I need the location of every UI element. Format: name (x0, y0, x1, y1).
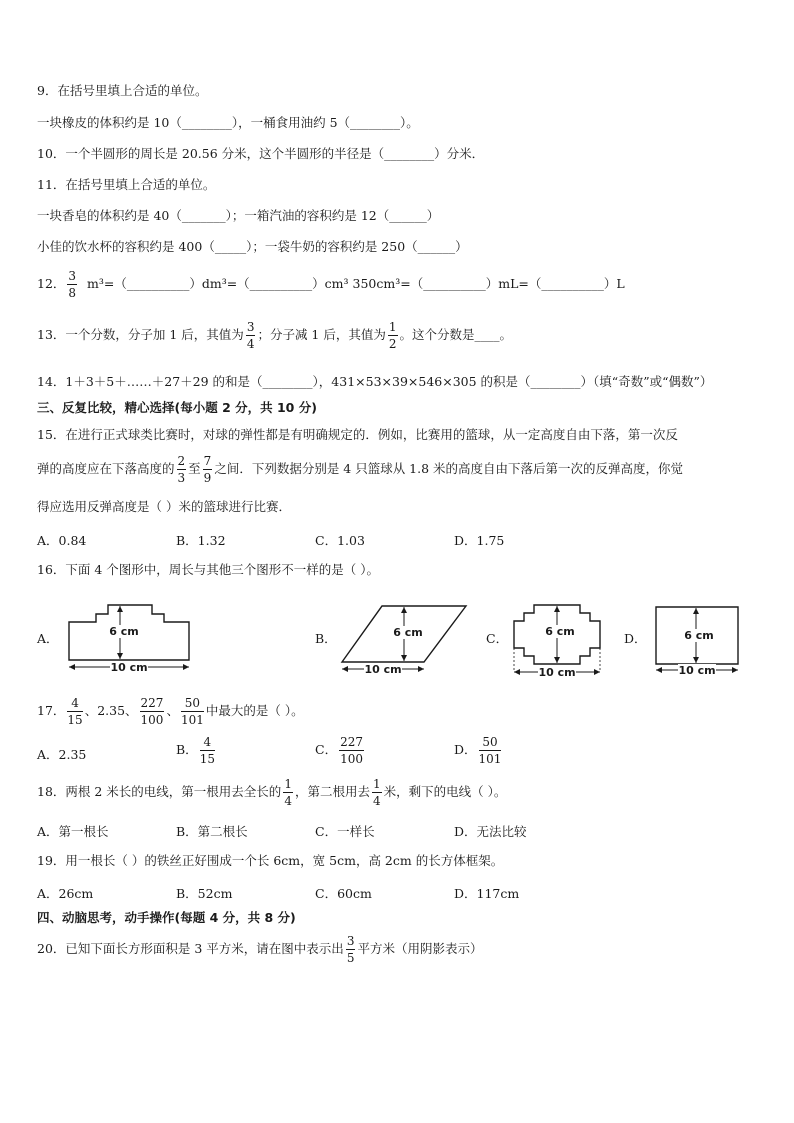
q17-f3-numerator: 50 (181, 697, 204, 712)
q17-option-c[interactable] (315, 733, 366, 767)
q17-fraction-1 (67, 697, 82, 726)
q20-numerator: 3 (346, 934, 355, 948)
q17-f2-numerator: 227 (140, 696, 164, 710)
q12-denominator: 8 (68, 286, 77, 300)
q17-oc-denominator: 100 (340, 752, 363, 766)
q13-fraction-1 (246, 321, 256, 350)
q20-denominator: 5 (346, 951, 355, 965)
q15-text-mid: 至 (188, 461, 201, 476)
q16-title: 16．下面 4 个图形中，周长与其他三个图形不一样的是（ ）。 (37, 562, 380, 577)
q15-line3: 得应选用反弹高度是（ ）米的篮球进行比赛． (37, 499, 291, 514)
q12-fraction (67, 270, 77, 299)
figure-d-width-label: 10 cm (678, 664, 716, 677)
q9-title: 9．在括号里填上合适的单位。 (37, 83, 208, 98)
q17-option-a[interactable]: A．2.35 (37, 747, 87, 762)
q17-option-c-fraction (339, 736, 364, 765)
q12 (37, 269, 625, 299)
figure-b-parallelogram (340, 600, 470, 680)
q13 (37, 318, 512, 352)
q13-text-a: 13．一个分数，分子加 1 后，其值为 (37, 327, 244, 342)
q13-f2-numerator: 1 (388, 320, 397, 334)
q16-label-b[interactable]: B． (315, 631, 337, 646)
q14: 14．1＋3＋5＋……＋27＋29 的和是（________），431×53×39×546×305 的积是（________）（填“奇数”或“偶数”） (37, 374, 713, 389)
q13-f1-numerator: 3 (246, 320, 255, 334)
q18-text-b: ，第二根用去 (294, 784, 370, 799)
q10: 10．一个半圆形的周长是 20.56 分米，这个半圆形的半径是（________）分米． (37, 146, 485, 161)
q13-f1-denominator: 4 (246, 337, 255, 351)
q13-f2-denominator: 2 (388, 337, 397, 351)
q19-option-d[interactable]: D．117cm (454, 886, 520, 901)
q15-f2-denominator: 9 (203, 471, 212, 485)
q15-line2 (37, 452, 683, 486)
q17-f2-denominator: 100 (140, 713, 164, 727)
q11-line1: 一块香皂的体积约是 40（_______）；一箱汽油的容积约是 12（______） (37, 208, 440, 223)
q18-option-c[interactable]: C．一样长 (315, 824, 375, 839)
q17-od-numerator: 50 (479, 736, 502, 751)
q15-fraction-1 (177, 455, 187, 484)
q17-option-b-fraction (200, 736, 215, 765)
q17-f1-denominator: 15 (67, 713, 83, 727)
q18-f2-denominator: 4 (372, 794, 381, 808)
figure-b-height-label: 6 cm (393, 626, 423, 639)
q16-label-a[interactable]: A． (37, 631, 59, 646)
q15-text-a: 弹的高度应在下落高度的 (37, 461, 175, 476)
q20 (37, 932, 482, 966)
q19-title: 19．用一根长（ ）的铁丝正好围成一个长 6cm，宽 5cm，高 2cm 的长方体框架。 (37, 853, 504, 868)
q15-text-b: 之间．下列数据分别是 4 只篮球从 1.8 米的高度自由下落后第一次的反弹高度，你觉 (214, 461, 684, 476)
figure-d-height-label: 6 cm (684, 629, 714, 642)
q18-option-d[interactable]: D．无法比较 (454, 824, 527, 839)
q9-body: 一块橡皮的体积约是 10（________），一桶食用油约 5（________）。 (37, 115, 419, 130)
q18-fraction-2 (372, 778, 382, 807)
q18-fraction-1 (283, 778, 293, 807)
q17-option-b[interactable] (176, 733, 217, 767)
q17 (37, 694, 304, 728)
q20-fraction (346, 935, 356, 964)
q15-option-d[interactable]: D．1.75 (454, 533, 505, 548)
q15-f1-numerator: 2 (177, 454, 186, 468)
q18-option-a[interactable]: A．第一根长 (37, 824, 109, 839)
figure-c-stepped-cross (508, 600, 608, 682)
q17-f3-denominator: 101 (180, 713, 204, 727)
q11-title: 11．在括号里填上合适的单位。 (37, 177, 216, 192)
q17-sep-1: 、2.35、 (84, 703, 138, 718)
q20-text-b: 平方米（用阴影表示） (357, 941, 483, 956)
q15-option-c[interactable]: C．1.03 (315, 533, 365, 548)
q18-f1-numerator: 1 (284, 777, 292, 791)
q17-option-d[interactable] (454, 733, 503, 767)
figure-a-stepped-shape (64, 600, 196, 675)
section-4-heading: 四、动脑思考，动手操作(每题 4 分，共 8 分) (37, 910, 296, 925)
q17-ob-denominator: 15 (199, 752, 215, 766)
q17-f1-numerator: 4 (67, 697, 82, 712)
q20-text-a: 20．已知下面长方形面积是 3 平方米，请在图中表示出 (37, 941, 344, 956)
q18 (37, 775, 506, 809)
q15-f1-denominator: 3 (177, 471, 186, 485)
q17-tail: 中最大的是（ ）。 (205, 703, 304, 718)
figure-a-height-label: 6 cm (109, 625, 139, 638)
q11-line2: 小佳的饮水杯的容积约是 400（_____）；一袋牛奶的容积约是 250（______） (37, 239, 468, 254)
q17-ob-numerator: 4 (200, 736, 215, 751)
figure-d-rectangle (652, 602, 742, 680)
q15-f2-numerator: 7 (203, 454, 212, 468)
q15-option-b[interactable]: B．1.32 (176, 533, 226, 548)
q13-text-b: ；分子减 1 后，其值为 (257, 327, 386, 342)
figure-a-width-label: 10 cm (110, 661, 148, 674)
q17-option-d-fraction (479, 736, 502, 765)
q17-od-denominator: 101 (478, 752, 502, 766)
q18-f2-numerator: 1 (372, 777, 381, 791)
q17-fraction-3 (181, 697, 204, 726)
q15-line1: 15．在进行正式球类比赛时，对球的弹性都是有明确规定的．例如，比赛用的篮球，从一定高度自由下落，第一次反 (37, 427, 678, 442)
figure-c-height-label: 6 cm (545, 625, 575, 638)
q15-fraction-2 (203, 455, 213, 484)
section-3-heading: 三、反复比较，精心选择(每小题 2 分，共 10 分) (37, 400, 317, 415)
figure-b-width-label: 10 cm (364, 663, 402, 676)
q17-option-c-label: C． (315, 742, 338, 757)
figure-c-width-label: 10 cm (538, 666, 576, 679)
q16-label-c[interactable]: C． (486, 631, 509, 646)
q17-option-b-label: B． (176, 742, 198, 757)
q17-sep-2: 、 (166, 703, 179, 718)
q15-option-a[interactable]: A．0.84 (37, 533, 87, 548)
q18-text-c: 米，剩下的电线（ ）。 (383, 784, 507, 799)
q18-f1-denominator: 4 (284, 794, 292, 808)
q17-oc-numerator: 227 (340, 735, 363, 749)
q12-number: 12． (37, 276, 66, 291)
q19-option-c[interactable]: C．60cm (315, 886, 372, 901)
q19-option-a[interactable]: A．26cm (37, 886, 94, 901)
q13-fraction-2 (388, 321, 398, 350)
q19-option-b[interactable]: B．52cm (176, 886, 233, 901)
q17-number: 17． (37, 703, 66, 718)
q13-text-c: 。这个分数是____。 (399, 327, 513, 342)
q17-option-d-label: D． (454, 742, 477, 757)
q18-text-a: 18．两根 2 米长的电线，第一根用去全长的 (37, 784, 282, 799)
q17-fraction-2 (140, 697, 165, 726)
q12-numerator: 3 (68, 269, 77, 283)
q16-label-d[interactable]: D． (624, 631, 647, 646)
q18-option-b[interactable]: B．第二根长 (176, 824, 248, 839)
q12-rest: m³=（__________）dm³=（__________）cm³ 350cm³=（__________）mL=（__________）L (87, 276, 625, 291)
